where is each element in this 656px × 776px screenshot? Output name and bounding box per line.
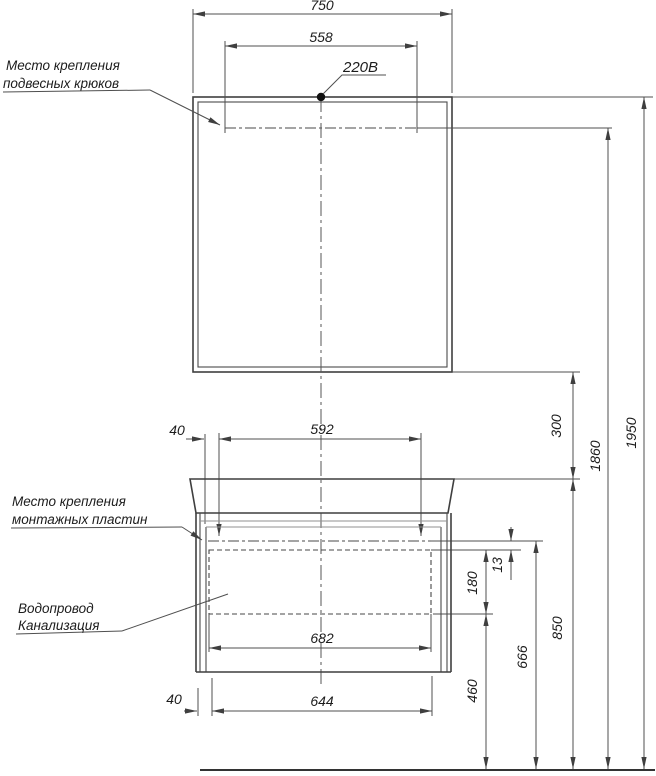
- dim-text-1860: 1860: [587, 440, 603, 472]
- dim-40-bottom: [166, 688, 198, 716]
- washbasin-outline: [190, 479, 454, 513]
- dim-text-850: 850: [549, 616, 565, 640]
- dim-text-644: 644: [310, 693, 334, 709]
- dim-300: [548, 372, 573, 479]
- dim-text-558: 558: [309, 29, 333, 45]
- dim-text-460: 460: [464, 679, 480, 703]
- label-line2: Канализация: [18, 618, 100, 633]
- dim-40-top: [169, 422, 205, 524]
- dim-666: [514, 541, 536, 769]
- leader-line: [122, 594, 228, 631]
- dim-850: [549, 479, 573, 769]
- mirror-cabinet-outline: [193, 97, 452, 372]
- label-line1: Водопровод: [18, 601, 94, 616]
- power-point-dot: [317, 93, 325, 101]
- dim-text-750: 750: [310, 0, 334, 13]
- dim-644: [212, 676, 432, 716]
- label-line1: Место крепления: [6, 58, 120, 73]
- dim-460: [464, 614, 486, 769]
- dim-1950: [623, 97, 644, 769]
- dim-text-682: 682: [310, 630, 334, 646]
- power-point: [317, 59, 386, 101]
- dim-text-40: 40: [169, 422, 185, 438]
- label-mounting-plates: [11, 494, 202, 540]
- label-hanging-hooks: [3, 58, 220, 125]
- leader-line: [150, 90, 220, 125]
- power-label: 220В: [343, 59, 379, 76]
- dim-13: [489, 527, 511, 580]
- leader-line: [182, 527, 202, 540]
- mirror-cabinet: [193, 97, 452, 686]
- dim-text-40b: 40: [166, 691, 182, 707]
- dim-682: [209, 630, 431, 648]
- dim-text-592: 592: [310, 421, 334, 437]
- mirror-cabinet-inner-outline: [198, 102, 447, 367]
- dim-text-300: 300: [548, 414, 564, 438]
- dim-180: [464, 550, 486, 614]
- label-line2: подвесных крюков: [3, 76, 120, 91]
- dim-text-180: 180: [464, 571, 480, 595]
- service-zone-hatch: [209, 550, 431, 614]
- label-underline: [11, 527, 182, 528]
- dim-text-666: 666: [514, 645, 530, 669]
- dim-text-13: 13: [489, 557, 505, 573]
- label-line2: монтажных пластин: [12, 512, 148, 527]
- dim-1860: [587, 128, 608, 769]
- label-line1: Место крепления: [12, 494, 126, 509]
- power-leader-line: [323, 75, 386, 94]
- dim-text-1950: 1950: [623, 417, 639, 449]
